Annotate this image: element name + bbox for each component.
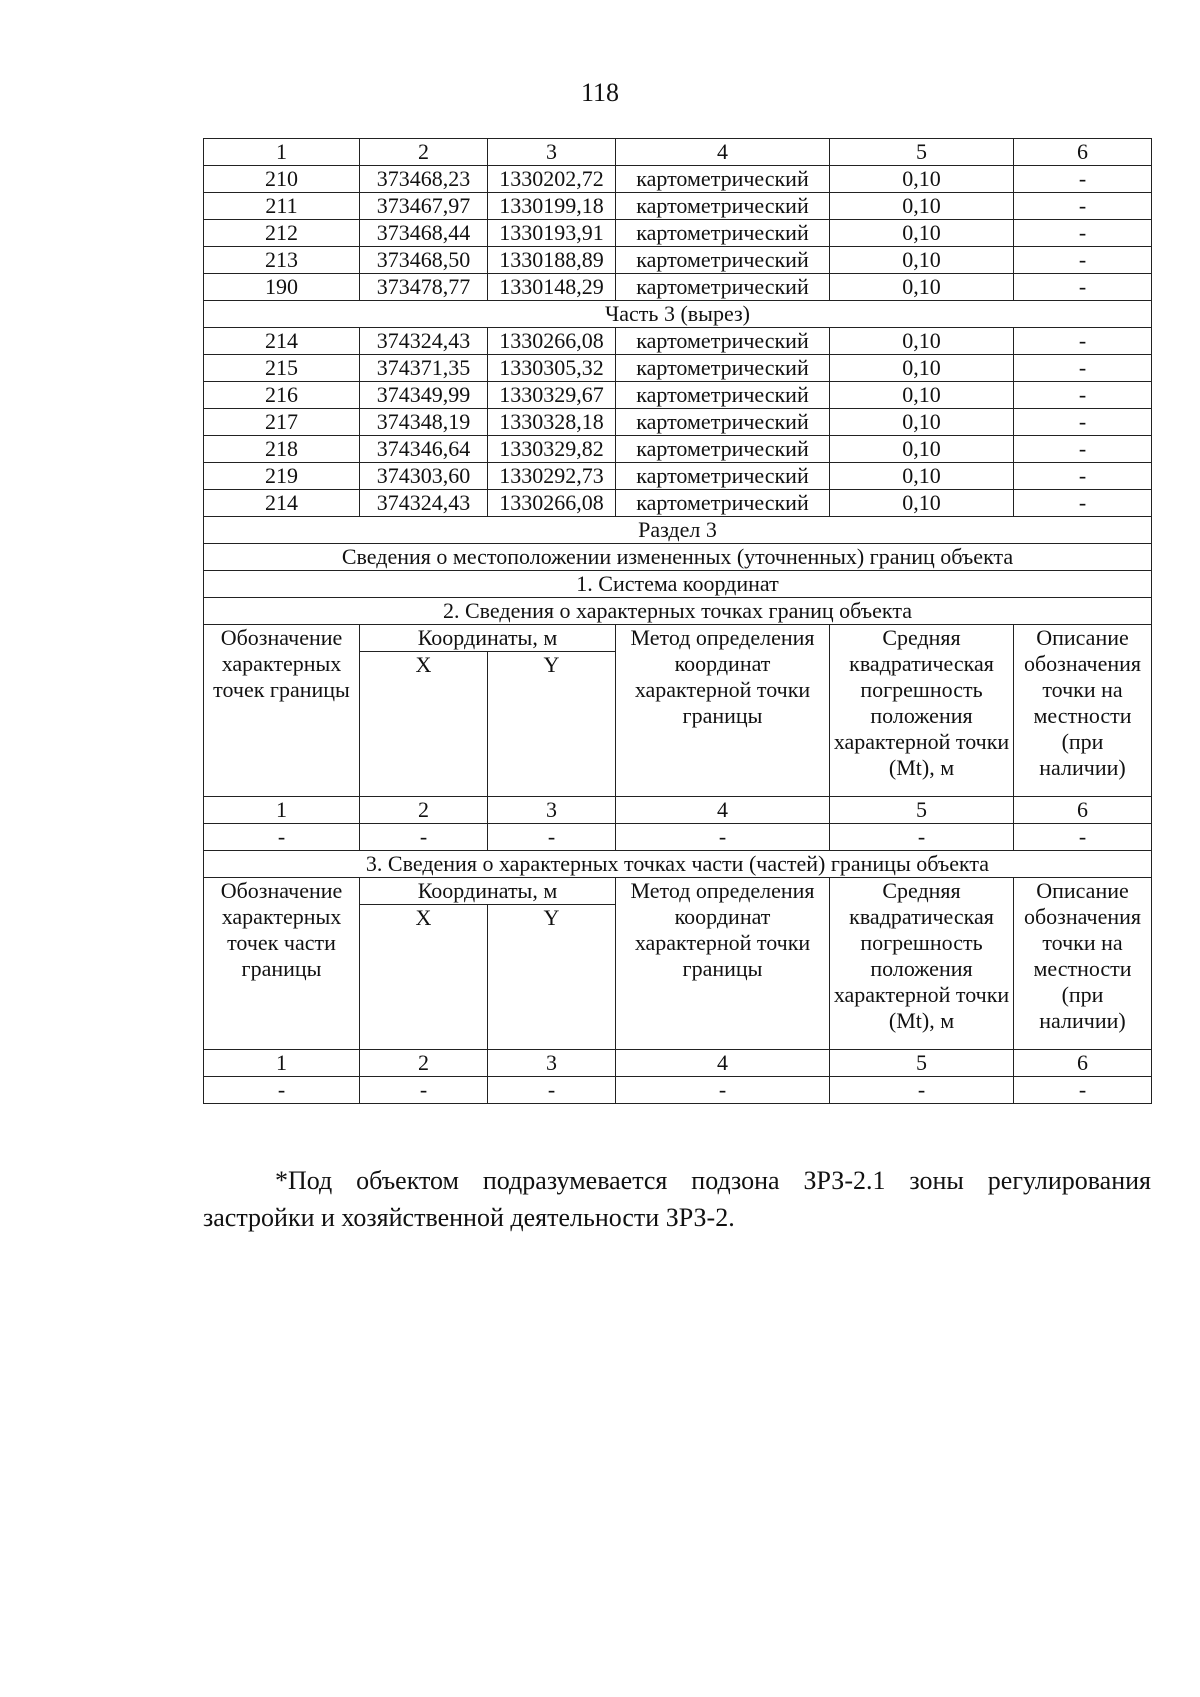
table-row xyxy=(204,328,1152,355)
section3-item3: 3. Сведения о характерных точках части (частей) границы объекта xyxy=(204,851,1152,878)
coord-y: 1330292,73 xyxy=(488,463,616,490)
point-id: 218 xyxy=(204,436,360,463)
col-num: 1 xyxy=(204,797,360,824)
coord-x: 374346,64 xyxy=(360,436,488,463)
section-item-row xyxy=(204,571,1152,598)
desc: - xyxy=(1014,463,1152,490)
part-title-row xyxy=(204,301,1152,328)
table-row xyxy=(204,247,1152,274)
desc: - xyxy=(1014,355,1152,382)
section3-title: Раздел 3 xyxy=(204,517,1152,544)
header-y: Y xyxy=(488,652,616,797)
header-point-designation: Обозначение характерных точек границы xyxy=(204,625,360,797)
method: картометрический xyxy=(616,220,830,247)
footnote: *Под объектом подразумевается подзона ЗРЗ-2.1 зоны регулирования застройки и хозяйственной деятельности ЗРЗ-2. xyxy=(203,1166,1151,1232)
coord-y: 1330328,18 xyxy=(488,409,616,436)
dash-cell: - xyxy=(204,1077,360,1104)
point-id: 213 xyxy=(204,247,360,274)
method: картометрический xyxy=(616,382,830,409)
coord-x: 373468,50 xyxy=(360,247,488,274)
mt: 0,10 xyxy=(830,247,1014,274)
desc: - xyxy=(1014,166,1152,193)
coord-y: 1330329,82 xyxy=(488,436,616,463)
table-row xyxy=(204,274,1152,301)
desc: - xyxy=(1014,382,1152,409)
section-item-row xyxy=(204,851,1152,878)
method: картометрический xyxy=(616,355,830,382)
point-id: 219 xyxy=(204,463,360,490)
table-row xyxy=(204,166,1152,193)
dash-cell: - xyxy=(830,824,1014,851)
col-num: 4 xyxy=(616,797,830,824)
header-x: X xyxy=(360,652,488,797)
mt: 0,10 xyxy=(830,166,1014,193)
table-row xyxy=(204,355,1152,382)
method: картометрический xyxy=(616,166,830,193)
mt: 0,10 xyxy=(830,220,1014,247)
coord-x: 373478,77 xyxy=(360,274,488,301)
coord-y: 1330202,72 xyxy=(488,166,616,193)
coord-y: 1330188,89 xyxy=(488,247,616,274)
header-method: Метод определения координат характерной точки границы xyxy=(616,625,830,797)
mt: 0,10 xyxy=(830,436,1014,463)
coord-x: 373468,23 xyxy=(360,166,488,193)
mt: 0,10 xyxy=(830,274,1014,301)
empty-data-row xyxy=(204,824,1152,851)
header-row xyxy=(204,878,1152,905)
coord-x: 373467,97 xyxy=(360,193,488,220)
coord-x: 373468,44 xyxy=(360,220,488,247)
desc: - xyxy=(1014,490,1152,517)
table-row xyxy=(204,193,1152,220)
empty-data-row xyxy=(204,1077,1152,1104)
desc: - xyxy=(1014,409,1152,436)
point-id: 211 xyxy=(204,193,360,220)
dash-cell: - xyxy=(616,824,830,851)
column-number-row xyxy=(204,797,1152,824)
column-number-row xyxy=(204,139,1152,166)
header-x: X xyxy=(360,905,488,1050)
dash-cell: - xyxy=(830,1077,1014,1104)
coord-y: 1330329,67 xyxy=(488,382,616,409)
header-y: Y xyxy=(488,905,616,1050)
desc: - xyxy=(1014,247,1152,274)
table-row xyxy=(204,220,1152,247)
method: картометрический xyxy=(616,193,830,220)
col-num: 6 xyxy=(1014,139,1152,166)
coord-y: 1330305,32 xyxy=(488,355,616,382)
header-row xyxy=(204,625,1152,652)
col-num: 1 xyxy=(204,1050,360,1077)
desc: - xyxy=(1014,193,1152,220)
section-subtitle-row xyxy=(204,544,1152,571)
col-num: 2 xyxy=(360,1050,488,1077)
coord-y: 1330266,08 xyxy=(488,328,616,355)
method: картометрический xyxy=(616,490,830,517)
header-coordinates: Координаты, м xyxy=(360,625,616,652)
col-num: 2 xyxy=(360,797,488,824)
header-point-designation: Обозначение характерных точек части границы xyxy=(204,878,360,1050)
desc: - xyxy=(1014,436,1152,463)
section3-item1: 1. Система координат xyxy=(204,571,1152,598)
col-num: 4 xyxy=(616,1050,830,1077)
coord-y: 1330266,08 xyxy=(488,490,616,517)
method: картометрический xyxy=(616,409,830,436)
header-method: Метод определения координат характерной точки границы xyxy=(616,878,830,1050)
col-num: 3 xyxy=(488,139,616,166)
col-num: 6 xyxy=(1014,797,1152,824)
table-row xyxy=(204,463,1152,490)
section-item-row xyxy=(204,598,1152,625)
mt: 0,10 xyxy=(830,409,1014,436)
part3-title: Часть 3 (вырез) xyxy=(204,301,1152,328)
section3-item2: 2. Сведения о характерных точках границ объекта xyxy=(204,598,1152,625)
coord-y: 1330193,91 xyxy=(488,220,616,247)
mt: 0,10 xyxy=(830,355,1014,382)
coord-x: 374303,60 xyxy=(360,463,488,490)
coord-x: 374324,43 xyxy=(360,490,488,517)
header-coordinates: Координаты, м xyxy=(360,878,616,905)
dash-cell: - xyxy=(488,1077,616,1104)
coord-x: 374371,35 xyxy=(360,355,488,382)
dash-cell: - xyxy=(616,1077,830,1104)
method: картометрический xyxy=(616,247,830,274)
col-num: 5 xyxy=(830,797,1014,824)
col-num: 3 xyxy=(488,1050,616,1077)
boundary-points-table xyxy=(203,138,1152,1104)
method: картометрический xyxy=(616,328,830,355)
point-id: 216 xyxy=(204,382,360,409)
coord-y: 1330199,18 xyxy=(488,193,616,220)
mt: 0,10 xyxy=(830,328,1014,355)
dash-cell: - xyxy=(488,824,616,851)
desc: - xyxy=(1014,220,1152,247)
header-mt: Средняя квадратическая погрешность положения характерной точки (Mt), м xyxy=(830,625,1014,797)
section3-subtitle: Сведения о местоположении измененных (уточненных) границ объекта xyxy=(204,544,1152,571)
col-num: 1 xyxy=(204,139,360,166)
point-id: 217 xyxy=(204,409,360,436)
col-num: 4 xyxy=(616,139,830,166)
section-title-row xyxy=(204,517,1152,544)
table-row xyxy=(204,409,1152,436)
col-num: 3 xyxy=(488,797,616,824)
table-row xyxy=(204,490,1152,517)
method: картометрический xyxy=(616,274,830,301)
header-description: Описание обозначения точки на местности (при наличии) xyxy=(1014,878,1152,1050)
table-row xyxy=(204,436,1152,463)
coord-y: 1330148,29 xyxy=(488,274,616,301)
coord-x: 374324,43 xyxy=(360,328,488,355)
header-mt: Средняя квадратическая погрешность положения характерной точки (Mt), м xyxy=(830,878,1014,1050)
dash-cell: - xyxy=(1014,1077,1152,1104)
col-num: 6 xyxy=(1014,1050,1152,1077)
col-num: 2 xyxy=(360,139,488,166)
method: картометрический xyxy=(616,436,830,463)
desc: - xyxy=(1014,274,1152,301)
page-number: 118 xyxy=(580,78,620,107)
col-num: 5 xyxy=(830,139,1014,166)
point-id: 215 xyxy=(204,355,360,382)
column-number-row xyxy=(204,1050,1152,1077)
method: картометрический xyxy=(616,463,830,490)
dash-cell: - xyxy=(204,824,360,851)
dash-cell: - xyxy=(1014,824,1152,851)
coord-x: 374349,99 xyxy=(360,382,488,409)
mt: 0,10 xyxy=(830,193,1014,220)
point-id: 190 xyxy=(204,274,360,301)
col-num: 5 xyxy=(830,1050,1014,1077)
point-id: 212 xyxy=(204,220,360,247)
point-id: 210 xyxy=(204,166,360,193)
point-id: 214 xyxy=(204,490,360,517)
mt: 0,10 xyxy=(830,490,1014,517)
dash-cell: - xyxy=(360,824,488,851)
mt: 0,10 xyxy=(830,382,1014,409)
point-id: 214 xyxy=(204,328,360,355)
header-description: Описание обозначения точки на местности (при наличии) xyxy=(1014,625,1152,797)
coord-x: 374348,19 xyxy=(360,409,488,436)
desc: - xyxy=(1014,328,1152,355)
mt: 0,10 xyxy=(830,463,1014,490)
dash-cell: - xyxy=(360,1077,488,1104)
table-row xyxy=(204,382,1152,409)
